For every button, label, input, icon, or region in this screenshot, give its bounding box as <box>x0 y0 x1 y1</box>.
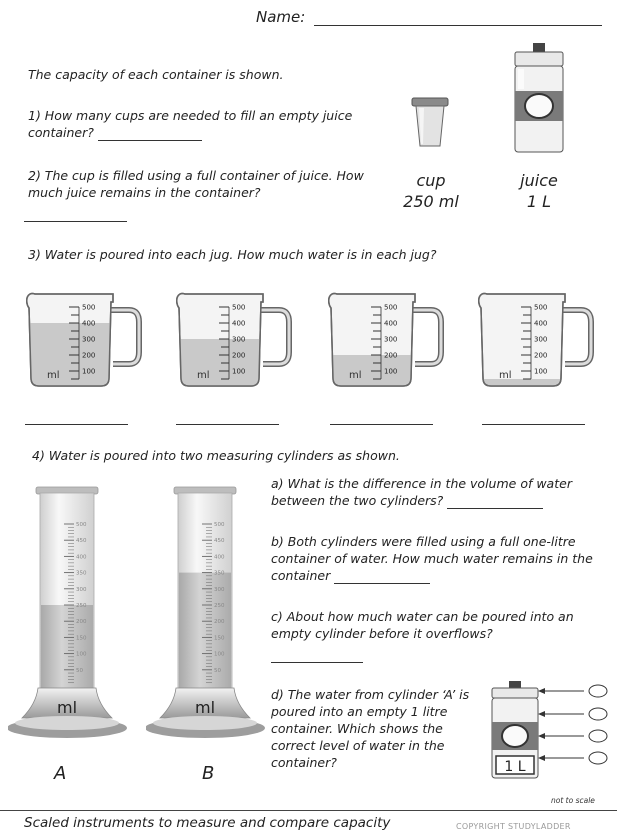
question-1 <box>28 107 378 141</box>
jug-scale-label: 500 <box>82 303 96 312</box>
option-circle-4[interactable] <box>589 752 607 764</box>
one-litre-container-diagram <box>486 680 614 782</box>
cylinder-scale-label: 50 <box>214 667 221 674</box>
jug-4-answer-blank[interactable] <box>482 424 585 425</box>
question-4d: d) The water from cylinder ‘A’ is poured into an empty 1 litre container. Which shows the correct level of water in the container? <box>271 687 470 770</box>
juice-container-icon <box>511 42 567 154</box>
cylinder-scale-label: 250 <box>76 603 87 609</box>
cup-icon <box>410 96 450 148</box>
cylinder-scale-label: 350 <box>76 570 87 577</box>
option-circle-1[interactable] <box>589 685 607 697</box>
jug-scale-label: 200 <box>232 351 246 360</box>
question-4b-text: b) Both cylinders were filled using a full one-litre container of water. How much water remains in the container <box>271 534 593 583</box>
cup-capacity: 250 ml <box>403 192 459 211</box>
juice-label <box>500 170 578 212</box>
arrow-1 <box>538 688 584 694</box>
option-circle-3[interactable] <box>589 730 607 742</box>
footer-title: Scaled instruments to measure and compare capacity <box>24 815 391 831</box>
cylinder-scale-label: 250 <box>214 603 225 609</box>
cylinder-scale-label: 150 <box>214 635 225 642</box>
jug-scale-label: 100 <box>232 367 246 376</box>
cup-name: cup <box>416 171 446 190</box>
name-blank[interactable] <box>314 25 602 26</box>
question-4c: c) About how much water can be poured into an empty cylinder before it overflows? <box>271 609 574 641</box>
jug-unit-label: ml <box>349 370 362 381</box>
question-4b <box>271 533 601 584</box>
jug-scale-label: 400 <box>534 319 548 328</box>
arrow-3 <box>538 733 584 739</box>
cylinder-unit-label: ml <box>194 698 216 717</box>
copyright-text: COPYRIGHT STUDYLADDER <box>456 822 571 831</box>
cylinder-scale-label: 150 <box>76 635 87 642</box>
jug-scale-label: 200 <box>82 351 96 360</box>
cylinder-scale-label: 400 <box>214 554 225 561</box>
question-2-answer-blank[interactable] <box>24 221 127 222</box>
measuring-cylinder-b <box>146 482 274 764</box>
jug-2 <box>175 290 295 388</box>
question-4c-answer-blank[interactable] <box>271 662 363 663</box>
jug-3-answer-blank[interactable] <box>330 424 433 425</box>
jug-scale-label: 500 <box>232 303 246 312</box>
cylinder-b-label: B <box>202 763 215 784</box>
question-4a-text: a) What is the difference in the volume of water between the two cylinders? <box>271 476 572 508</box>
juice-capacity: 1 L <box>526 192 552 211</box>
question-4-text: 4) Water is poured into two measuring cylinders as shown. <box>32 448 400 463</box>
cylinder-scale-label: 300 <box>76 586 87 593</box>
intro-text: The capacity of each container is shown. <box>28 67 284 82</box>
cylinder-scale-label: 350 <box>214 570 225 577</box>
cylinder-scale-label: 450 <box>214 538 225 545</box>
jug-scale-label: 300 <box>232 335 246 344</box>
question-2: 2) The cup is filled using a full container of juice. How much juice remains in the container? <box>28 168 364 200</box>
cylinder-scale-label: 450 <box>76 538 87 545</box>
question-1-answer-blank[interactable] <box>98 140 202 141</box>
option-circle-2[interactable] <box>589 708 607 720</box>
cylinder-unit-label: ml <box>56 698 78 717</box>
cylinder-scale-label: 100 <box>76 651 87 658</box>
jug-scale-label: 500 <box>384 303 398 312</box>
jug-scale-label: 300 <box>384 335 398 344</box>
jug-unit-label: ml <box>197 370 210 381</box>
jug-1 <box>25 290 145 388</box>
jug-scale-label: 300 <box>534 335 548 344</box>
jug-scale-label: 500 <box>534 303 548 312</box>
cylinder-a-label: A <box>54 763 67 784</box>
cylinder-scale-label: 300 <box>214 586 225 593</box>
juice-name: juice <box>520 171 558 190</box>
cylinder-scale-label: 200 <box>76 619 87 626</box>
jug-scale-label: 400 <box>82 319 96 328</box>
arrow-4 <box>538 755 584 761</box>
name-label: Name: <box>256 8 306 26</box>
question-3-text: 3) Water is poured into each jug. How much water is in each jug? <box>28 247 437 262</box>
jug-unit-label: ml <box>47 370 60 381</box>
cup-label <box>396 170 466 212</box>
jug-scale-label: 400 <box>232 319 246 328</box>
jug-3 <box>327 290 447 388</box>
cylinder-scale-label: 500 <box>214 522 225 528</box>
name-field <box>256 8 602 26</box>
question-4a <box>271 475 599 509</box>
footer-divider <box>0 810 617 811</box>
one-litre-label: 1 L <box>504 759 526 775</box>
jug-scale-label: 400 <box>384 319 398 328</box>
cylinder-scale-label: 200 <box>214 619 225 626</box>
jug-scale-label: 200 <box>534 351 548 360</box>
cylinder-scale-label: 500 <box>76 522 87 528</box>
jug-scale-label: 100 <box>82 367 96 376</box>
jug-scale-label: 200 <box>384 351 398 360</box>
cylinder-scale-label: 50 <box>76 667 83 674</box>
jug-unit-label: ml <box>499 370 512 381</box>
jug-scale-label: 100 <box>384 367 398 376</box>
jug-4 <box>477 290 597 388</box>
jug-1-answer-blank[interactable] <box>25 424 128 425</box>
question-4b-answer-blank[interactable] <box>334 583 430 584</box>
jug-scale-label: 300 <box>82 335 96 344</box>
jug-2-answer-blank[interactable] <box>176 424 279 425</box>
arrow-2 <box>538 711 584 717</box>
question-4a-answer-blank[interactable] <box>447 508 543 509</box>
cylinder-scale-label: 400 <box>76 554 87 561</box>
not-to-scale-note: not to scale <box>551 796 595 805</box>
measuring-cylinder-a <box>8 482 136 764</box>
question-1-text: 1) How many cups are needed to fill an empty juice container? <box>28 108 353 140</box>
cylinder-scale-label: 100 <box>214 651 225 658</box>
jug-scale-label: 100 <box>534 367 548 376</box>
